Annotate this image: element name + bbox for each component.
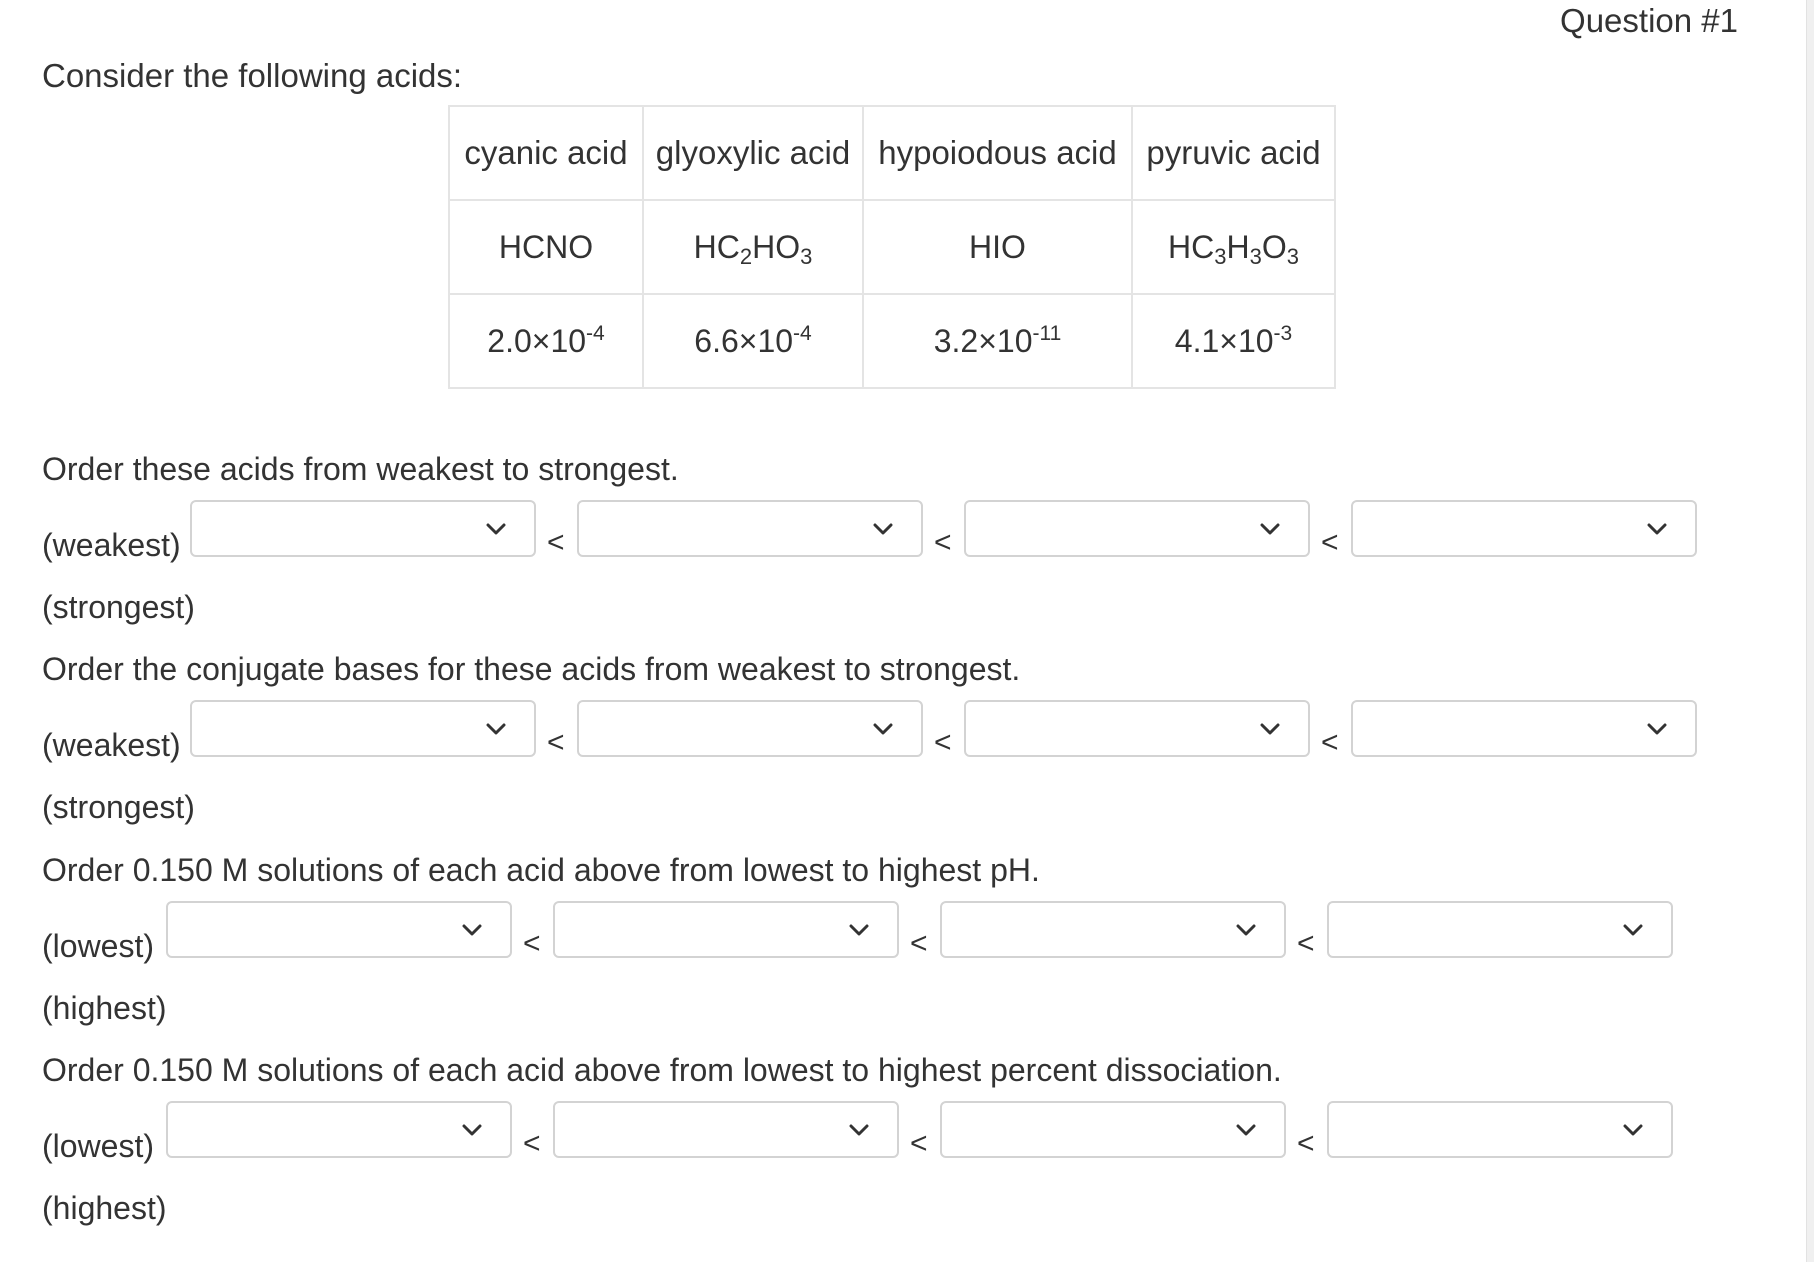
- formula-text: HCNO: [498, 228, 594, 265]
- order-select[interactable]: [964, 700, 1310, 757]
- order-select[interactable]: [940, 1101, 1286, 1158]
- acid-name-cell: cyanic acid: [449, 106, 643, 200]
- chevron-down-icon: [1236, 1120, 1256, 1140]
- ordering-row: [0, 901, 1720, 964]
- chevron-down-icon: [1647, 719, 1667, 739]
- less-than-separator: <: [934, 726, 952, 759]
- formula-subscript: 3: [1214, 243, 1227, 269]
- ka-mantissa: 3.2×10: [933, 322, 1033, 359]
- chevron-down-icon: [486, 719, 506, 739]
- chevron-down-icon: [873, 719, 893, 739]
- formula-subscript: 3: [1249, 243, 1262, 269]
- order-select[interactable]: [166, 901, 512, 958]
- chevron-down-icon: [462, 920, 482, 940]
- ka-cell: [863, 294, 1132, 388]
- less-than-separator: <: [547, 526, 565, 559]
- order-select[interactable]: [190, 700, 536, 757]
- ka-cell: [449, 294, 643, 388]
- chevron-down-icon: [873, 519, 893, 539]
- formula-text: O: [1261, 228, 1287, 265]
- formula-subscript: 2: [739, 243, 753, 269]
- formula-cell: [449, 200, 643, 294]
- ka-exponent: -4: [793, 321, 812, 345]
- formula-row: [449, 200, 1335, 294]
- acids-table: [448, 105, 1336, 389]
- chevron-down-icon: [1260, 719, 1280, 739]
- question-prompt: Order the conjugate bases for these acids from weakest to strongest.: [42, 651, 1021, 687]
- chevron-down-icon: [849, 920, 869, 940]
- acid-name-cell: pyruvic acid: [1132, 106, 1335, 200]
- end-label: (highest): [42, 1190, 167, 1226]
- chevron-down-icon: [1623, 920, 1643, 940]
- ka-cell: [643, 294, 863, 388]
- less-than-separator: <: [910, 1127, 928, 1160]
- order-select[interactable]: [1327, 901, 1673, 958]
- order-select[interactable]: [1351, 500, 1697, 557]
- start-label: (lowest): [42, 928, 155, 964]
- question-number: Question #1: [1560, 2, 1738, 39]
- less-than-separator: <: [1321, 526, 1339, 559]
- chevron-down-icon: [1236, 920, 1256, 940]
- ka-cell: [1132, 294, 1335, 388]
- end-label: (strongest): [42, 789, 195, 825]
- order-select[interactable]: [166, 1101, 512, 1158]
- chevron-down-icon: [1260, 519, 1280, 539]
- formula-subscript: 3: [800, 243, 813, 269]
- less-than-separator: <: [934, 526, 952, 559]
- formula-cell: [863, 200, 1132, 294]
- less-than-separator: <: [1297, 927, 1315, 960]
- end-label: (strongest): [42, 589, 195, 625]
- formula-cell: [643, 200, 863, 294]
- start-label: (lowest): [42, 1128, 155, 1164]
- formula-cell: [1132, 200, 1335, 294]
- less-than-separator: <: [1297, 1127, 1315, 1160]
- formula-text: HC: [1168, 228, 1215, 265]
- order-select[interactable]: [577, 700, 923, 757]
- chevron-down-icon: [1623, 1120, 1643, 1140]
- scrollbar[interactable]: [1806, 0, 1814, 1262]
- less-than-separator: <: [523, 1127, 541, 1160]
- start-label: (weakest): [42, 527, 181, 563]
- order-select[interactable]: [190, 500, 536, 557]
- order-select[interactable]: [1351, 700, 1697, 757]
- question-prompt: Order 0.150 M solutions of each acid above from lowest to highest percent dissociation.: [42, 1052, 1282, 1088]
- ka-mantissa: 6.6×10: [694, 322, 794, 359]
- order-select[interactable]: [940, 901, 1286, 958]
- ordering-row: [0, 700, 1720, 763]
- ka-exponent: -4: [586, 321, 605, 345]
- chevron-down-icon: [462, 1120, 482, 1140]
- order-select[interactable]: [964, 500, 1310, 557]
- ka-mantissa: 2.0×10: [487, 322, 587, 359]
- formula-text: HO: [752, 228, 801, 265]
- acid-name-cell: hypoiodous acid: [863, 106, 1132, 200]
- less-than-separator: <: [910, 927, 928, 960]
- intro-text: Consider the following acids:: [42, 57, 463, 94]
- order-select[interactable]: [553, 1101, 899, 1158]
- start-label: (weakest): [42, 727, 181, 763]
- chevron-down-icon: [486, 519, 506, 539]
- chevron-down-icon: [1647, 519, 1667, 539]
- chevron-down-icon: [849, 1120, 869, 1140]
- acid-name-cell: glyoxylic acid: [643, 106, 863, 200]
- formula-text: HIO: [969, 228, 1026, 265]
- ordering-row: [0, 1101, 1720, 1164]
- question-prompt: Order 0.150 M solutions of each acid above from lowest to highest pH.: [42, 852, 1040, 888]
- ordering-row: [0, 500, 1720, 563]
- ka-row: [449, 294, 1335, 388]
- question-prompt: Order these acids from weakest to strongest.: [42, 451, 679, 487]
- formula-text: HC: [693, 228, 740, 265]
- formula-subscript: 3: [1286, 243, 1299, 269]
- order-select[interactable]: [553, 901, 899, 958]
- end-label: (highest): [42, 990, 167, 1026]
- order-select[interactable]: [577, 500, 923, 557]
- order-select[interactable]: [1327, 1101, 1673, 1158]
- acid-name-row: [449, 106, 1335, 200]
- ka-exponent: -11: [1032, 321, 1062, 345]
- less-than-separator: <: [547, 726, 565, 759]
- ka-exponent: -3: [1273, 321, 1293, 345]
- ka-mantissa: 4.1×10: [1174, 322, 1274, 359]
- less-than-separator: <: [1321, 726, 1339, 759]
- formula-text: H: [1226, 228, 1250, 265]
- less-than-separator: <: [523, 927, 541, 960]
